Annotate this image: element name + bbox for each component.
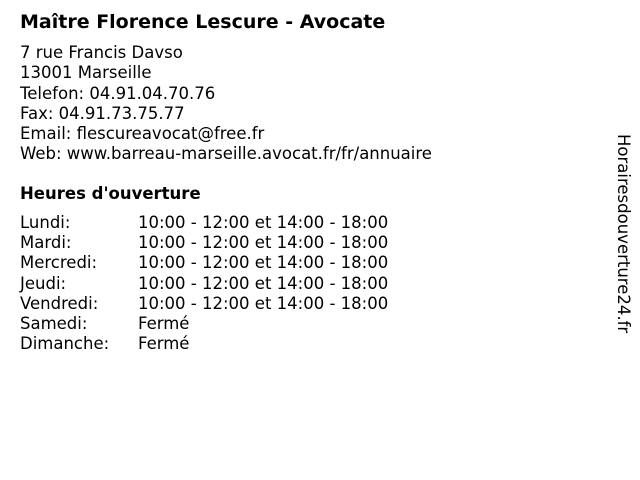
hours-row-saturday xyxy=(20,314,460,334)
time-value: 10:00 - 12:00 et 14:00 - 18:00 xyxy=(138,253,389,273)
day-label: Jeudi: xyxy=(20,273,67,293)
time-value: 10:00 - 12:00 et 14:00 - 18:00 xyxy=(138,233,389,253)
site-watermark: Horairesdouverture24.fr xyxy=(614,134,633,334)
page-title: Maître Florence Lescure - Avocate xyxy=(20,11,386,33)
fax-number: Fax: 04.91.73.75.77 xyxy=(20,103,185,123)
contact-block xyxy=(20,43,432,165)
hours-row-monday xyxy=(20,213,460,233)
hours-row-tuesday xyxy=(20,233,460,253)
hours-row-wednesday xyxy=(20,253,460,273)
email-address: Email: flescureavocat@free.fr xyxy=(20,124,265,144)
hours-row-friday xyxy=(20,294,460,314)
hours-row-sunday xyxy=(20,334,460,354)
day-label: Dimanche: xyxy=(20,334,110,354)
hours-heading: Heures d'ouverture xyxy=(20,184,201,203)
day-label: Mardi: xyxy=(20,233,72,253)
day-label: Vendredi: xyxy=(20,293,99,313)
time-value: 10:00 - 12:00 et 14:00 - 18:00 xyxy=(138,293,389,313)
day-label: Mercredi: xyxy=(20,253,98,273)
address-street: 7 rue Francis Davso xyxy=(20,43,183,62)
day-label: Samedi: xyxy=(20,313,88,333)
time-value: Fermé xyxy=(138,313,190,333)
phone-number: Telefon: 04.91.04.70.76 xyxy=(20,83,216,103)
address-city: 13001 Marseille xyxy=(20,63,152,83)
website-address: Web: www.barreau-marseille.avocat.fr/fr/annuaire xyxy=(20,144,432,164)
opening-hours-table xyxy=(20,213,460,354)
time-value: Fermé xyxy=(138,334,190,354)
time-value: 10:00 - 12:00 et 14:00 - 18:00 xyxy=(138,273,389,293)
day-label: Lundi: xyxy=(20,213,71,232)
hours-row-thursday xyxy=(20,274,460,294)
time-value: 10:00 - 12:00 et 14:00 - 18:00 xyxy=(138,213,389,232)
